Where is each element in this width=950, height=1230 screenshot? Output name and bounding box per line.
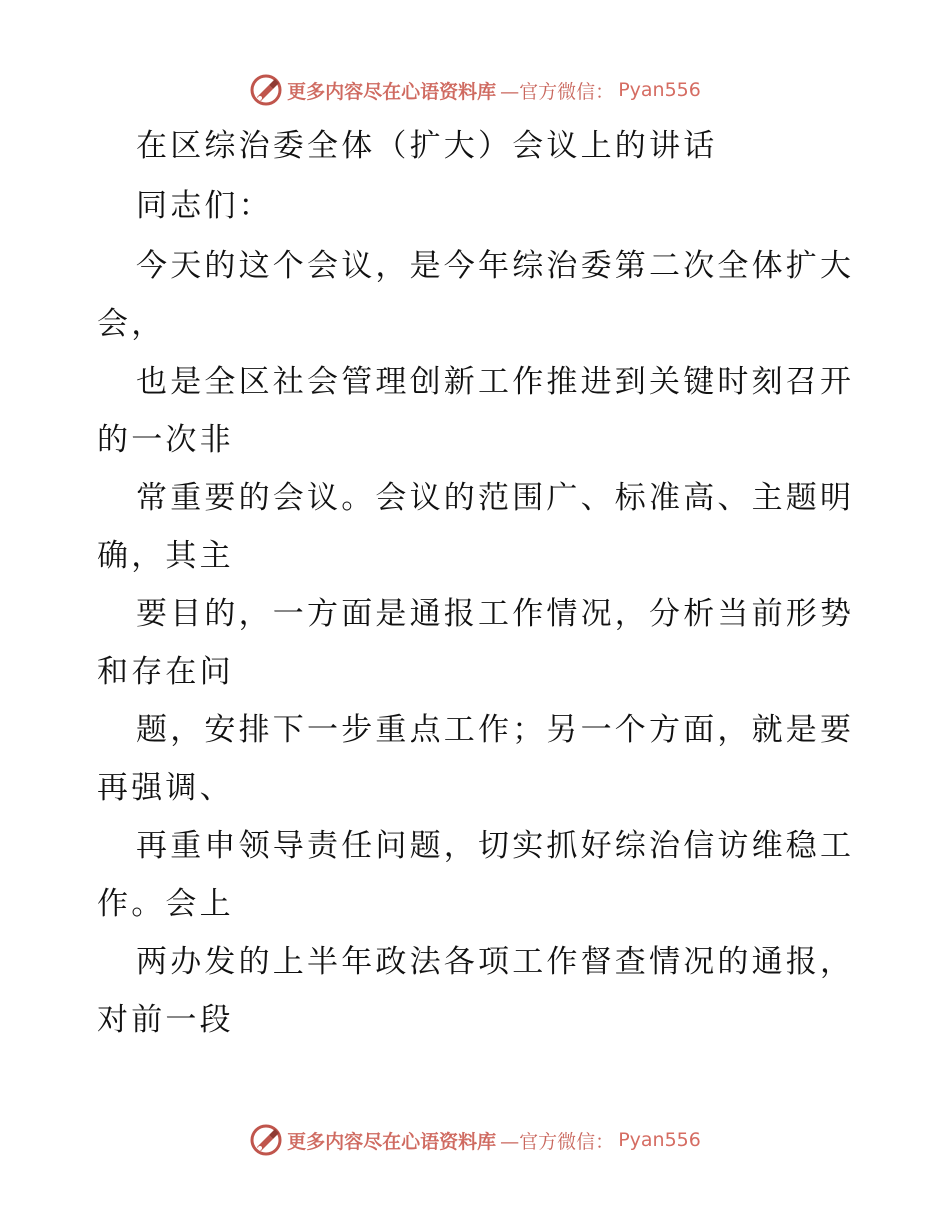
header-watermark	[0, 70, 950, 110]
body-line-2: 今天的这个会议，是今年综治委第二次全体扩大	[136, 248, 855, 284]
body-line-11: 再强调、	[97, 770, 234, 806]
body-line-5: 的一次非	[97, 422, 234, 458]
watermark-official: —官方微信：	[500, 80, 615, 103]
body-line-3: 会，	[97, 306, 166, 342]
body-line-12: 再重申领导责任问题，切实抓好综治信访维稳工	[136, 828, 855, 864]
watermark-text: 更多内容尽在心语资料库	[287, 1130, 497, 1153]
body-line-7: 确，其主	[97, 538, 234, 574]
body-line-8: 要目的，一方面是通报工作情况，分析当前形势	[136, 596, 855, 632]
body-line-15: 对前一段	[97, 1002, 234, 1038]
body-line-6: 常重要的会议。会议的范围广、标准高、主题明	[136, 480, 855, 516]
pen-logo-icon	[249, 73, 283, 107]
watermark-wechat-id: Pyan556	[618, 79, 701, 101]
watermark-wechat-id: Pyan556	[618, 1129, 701, 1151]
body-line-1: 同志们：	[136, 188, 273, 224]
body-line-10: 题，安排下一步重点工作；另一个方面，就是要	[136, 712, 855, 748]
watermark-text: 更多内容尽在心语资料库	[287, 80, 497, 103]
body-line-9: 和存在问	[97, 654, 234, 690]
footer-watermark	[0, 1120, 950, 1160]
body-line-4: 也是全区社会管理创新工作推进到关键时刻召开	[136, 364, 855, 400]
pen-logo-icon	[249, 1123, 283, 1157]
document-title: 在区综治委全体（扩大）会议上的讲话	[136, 128, 718, 164]
watermark-official: —官方微信：	[500, 1130, 615, 1153]
body-line-14: 两办发的上半年政法各项工作督查情况的通报，	[136, 944, 855, 980]
body-line-13: 作。会上	[97, 886, 234, 922]
